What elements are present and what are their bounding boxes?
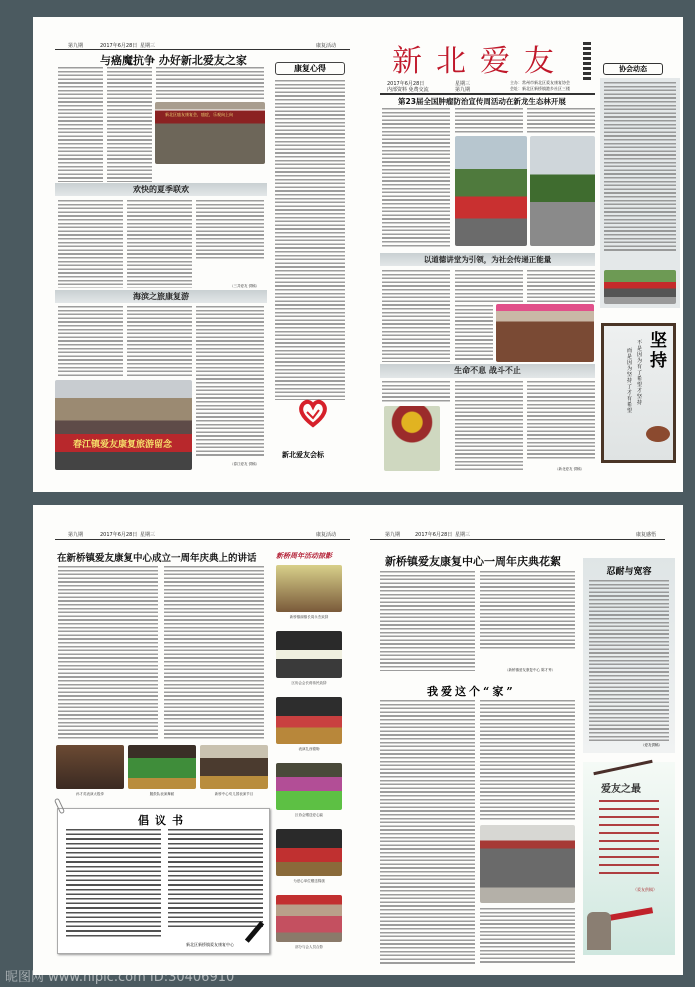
issue-weekday: 星期三: [140, 532, 156, 538]
section-label: 康复活动: [316, 532, 337, 538]
section-heading-seaside: 海滨之旅康复游: [55, 290, 267, 303]
article-body: [58, 67, 103, 182]
gallery-title: 新桥周年活动掠影: [276, 551, 332, 560]
article-body: [380, 571, 475, 671]
article-body: [382, 108, 450, 248]
section-heading-summer-party: 欢快的夏季联欢: [55, 183, 267, 196]
issue-number: 第九期: [385, 532, 401, 538]
article-body: [196, 306, 264, 456]
header-rule: [55, 49, 350, 50]
article-body: [480, 700, 575, 820]
photo-banner: 新北区癌友康复会，癌症，乐观向上向: [165, 112, 233, 117]
watermark: 昵图网 www.nipic.com ID:30406910: [5, 970, 235, 985]
activity-photo: [56, 745, 124, 789]
proposal-signature: 新北区新桥镇爱友康复中心: [186, 942, 234, 947]
gallery-caption: 新桥镇副镇长周永杰致辞: [289, 615, 329, 619]
persistence-poster: [601, 323, 676, 463]
credit: （新北爱友 供稿）: [555, 467, 585, 471]
gallery-photo: [276, 697, 342, 744]
issue-weekday: 星期三: [140, 43, 156, 49]
article-body: [527, 270, 595, 302]
best-credit: （爱友供稿）: [633, 887, 657, 892]
activity-photo: [128, 745, 196, 789]
section-label: 康复感悟: [636, 532, 657, 538]
gallery-photo: [276, 763, 342, 810]
calligraphy-seal: [583, 42, 591, 80]
proposal-box: [57, 808, 270, 954]
gallery-caption: 为爱心单位赠送锦旗: [293, 879, 325, 883]
gallery-caption: 区协会会长蒋伟民致辞: [291, 681, 327, 685]
issue-date: 2017年6月28日: [100, 532, 138, 538]
trophy-photo: [384, 406, 440, 471]
best-poster: [583, 762, 675, 955]
photo-caption: 孙才英表演太极拳: [76, 792, 104, 796]
article-body: [455, 270, 523, 302]
article-body: [58, 200, 123, 288]
article-body: [382, 381, 450, 403]
meta-sponsor: 主办：常州市新北区爱友康复协会: [510, 80, 570, 85]
article-body: [382, 270, 450, 362]
sidebar-title: 康复心得: [294, 64, 326, 73]
sidebar-body: [275, 80, 345, 400]
sidebar-title-box: [603, 63, 663, 75]
poster-title: 坚持: [650, 331, 667, 371]
section-heading-morality: 以道德讲堂为引领，为社会传递正能量: [380, 253, 595, 266]
poster-line: 而是因为坚持了才有希望: [627, 348, 633, 414]
activity-photo: [200, 745, 268, 789]
home-heading: 我爱这个“家”: [427, 685, 516, 698]
event-photo: [530, 136, 595, 246]
best-body: [599, 800, 659, 880]
poster-line: 不是因为有了希望才坚持: [637, 340, 643, 406]
photo-caption: 腰鼓队表演舞蹈: [149, 792, 175, 796]
best-title: 爱友之最: [601, 784, 641, 795]
article-body: [156, 67, 264, 99]
section-heading-life: 生命不息 战斗不止: [380, 364, 595, 378]
issue-date: 2017年6月28日: [100, 43, 138, 49]
article-body: [480, 571, 575, 651]
section-label: 康复活动: [316, 43, 337, 49]
article-body: [127, 200, 192, 288]
sidebar-title: 协会动态: [619, 65, 647, 73]
patience-body: [589, 580, 669, 742]
gallery-photo: [276, 895, 342, 942]
event-photo: [455, 136, 527, 246]
headline: 与癌魔抗争 办好新北爱友之家: [100, 54, 247, 67]
logo-caption: 新北爱友会标: [282, 450, 324, 459]
photo-caption: 新桥中心幼儿园表演节目: [214, 792, 254, 796]
gallery-photo: [276, 631, 342, 678]
credit: （春江爱友 供稿）: [230, 462, 260, 466]
group-photo: [604, 270, 676, 304]
article-body: [58, 566, 158, 741]
article-body: [58, 306, 123, 378]
patience-box: [583, 558, 675, 753]
credit: （三井爱友 供稿）: [230, 284, 260, 288]
article-body: [107, 67, 152, 182]
article-body: [527, 108, 595, 133]
gallery-caption: 区协会赠送爱心匾: [295, 813, 323, 817]
teapot-icon: [646, 426, 670, 442]
gallery-caption: 表演扎西德勒: [298, 747, 320, 751]
headline: 第23届全国肿瘤防治宣传周活动在新龙生态林开展: [398, 97, 566, 106]
article-body: [164, 566, 264, 741]
patience-title: 忍耐与宽容: [606, 567, 652, 577]
issue-date: 2017年6月28日: [415, 532, 453, 538]
celebration-photo: [480, 825, 575, 903]
headline: 新桥镇爱友康复中心一周年庆典花絮: [385, 555, 561, 568]
article-body: [455, 305, 493, 362]
article-body: [455, 108, 523, 133]
sidebar-body: [604, 82, 676, 252]
lecture-photo: [496, 304, 594, 362]
article-body: [380, 700, 475, 965]
gallery-caption: 部分与会人员合影: [295, 945, 323, 949]
meta-date: 2017年6月28日: [387, 81, 425, 87]
credit: （新桥镇爱友康复中心 陈才秀）: [505, 668, 556, 672]
proposal-title: 倡议书: [138, 814, 189, 827]
patience-credit: （爱友供稿）: [641, 743, 662, 747]
meeting-photo: [155, 102, 265, 164]
group-banner: 春江镇爱友康复旅游留念: [73, 440, 173, 450]
gallery-photo: [276, 829, 342, 876]
sidebar-title-box: [275, 62, 345, 75]
issue-number: 第九期: [68, 43, 84, 49]
article-body: [127, 306, 192, 378]
header-rule: [55, 539, 350, 540]
gallery-photo: [276, 565, 342, 612]
plum-branch: [593, 760, 652, 775]
proposal-body: [168, 829, 263, 929]
group-tour-photo: [55, 380, 192, 470]
masthead: 新北爱友: [392, 44, 568, 79]
proposal-body: [66, 829, 161, 939]
masthead-rule: [380, 93, 595, 95]
meta-note: 内部资料 免费交流: [387, 87, 429, 93]
issue-weekday: 星期三: [455, 532, 471, 538]
association-logo-heart-icon: [298, 398, 328, 428]
article-body: [480, 908, 575, 963]
meta-address: 会址：新北区新桥镇港乡社区三楼: [510, 86, 570, 91]
meta-weekday: 星期三: [455, 81, 471, 87]
headline: 在新桥镇爱友康复中心成立一周年庆典上的讲话: [57, 553, 257, 564]
stone-lion: [587, 912, 611, 950]
article-body: [196, 200, 264, 260]
article-body: [527, 381, 595, 461]
article-body: [455, 381, 523, 471]
meta-issue: 第九期: [455, 87, 471, 93]
issue-number: 第九期: [68, 532, 84, 538]
header-rule: [370, 539, 665, 540]
